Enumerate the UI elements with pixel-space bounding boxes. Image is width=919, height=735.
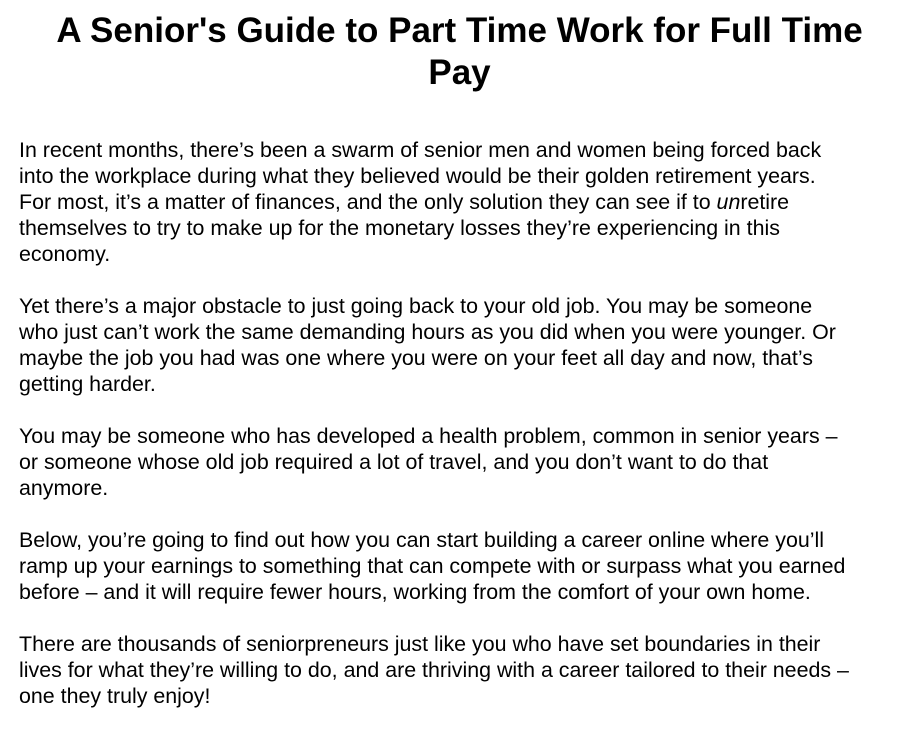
article-body <box>19 137 899 735</box>
paragraph-line <box>19 189 899 215</box>
paragraph-line: one they truly enjoy! <box>19 684 211 708</box>
paragraph-2 <box>19 293 899 397</box>
paragraph-line-text: retire <box>740 190 790 214</box>
paragraph-line: who just can’t work the same demanding hours as you did when you were younger. Or <box>19 320 836 344</box>
paragraph-line-text: For most, it’s a matter of finances, and the only solution they can see if to <box>19 190 717 214</box>
paragraph-line: economy. <box>19 242 111 266</box>
paragraph-line: getting harder. <box>19 372 156 396</box>
paragraph-4 <box>19 527 899 605</box>
title-line-2: Pay <box>428 53 491 92</box>
paragraph-1 <box>19 137 899 267</box>
paragraph-line: anymore. <box>19 476 109 500</box>
paragraph-line: themselves to try to make up for the monetary losses they’re experiencing in this <box>19 216 780 240</box>
paragraph-5 <box>19 631 899 709</box>
paragraph-line: There are thousands of seniorpreneurs just like you who have set boundaries in their <box>19 632 821 656</box>
paragraph-line: or someone whose old job required a lot of travel, and you don’t want to do that <box>19 450 769 474</box>
paragraph-line: before – and it will require fewer hours, working from the comfort of your own home. <box>19 580 811 604</box>
page-title <box>0 10 919 94</box>
paragraph-line: ramp up your earnings to something that can compete with or surpass what you earned <box>19 554 846 578</box>
paragraph-line: Yet there’s a major obstacle to just going back to your old job. You may be someone <box>19 294 813 318</box>
title-line-1: A Senior's Guide to Part Time Work for Full Time <box>56 11 863 50</box>
paragraph-line: lives for what they’re willing to do, and are thriving with a career tailored to their needs – <box>19 658 849 682</box>
paragraph-line: In recent months, there’s been a swarm of senior men and women being forced back <box>19 138 822 162</box>
emphasis-text: un <box>716 190 741 214</box>
paragraph-3 <box>19 423 899 501</box>
paragraph-line: into the workplace during what they believed would be their golden retirement years. <box>19 164 816 188</box>
paragraph-line: Below, you’re going to find out how you can start building a career online where you’ll <box>19 528 825 552</box>
paragraph-line: You may be someone who has developed a health problem, common in senior years – <box>19 424 838 448</box>
paragraph-line: maybe the job you had was one where you were on your feet all day and now, that’s <box>19 346 813 370</box>
